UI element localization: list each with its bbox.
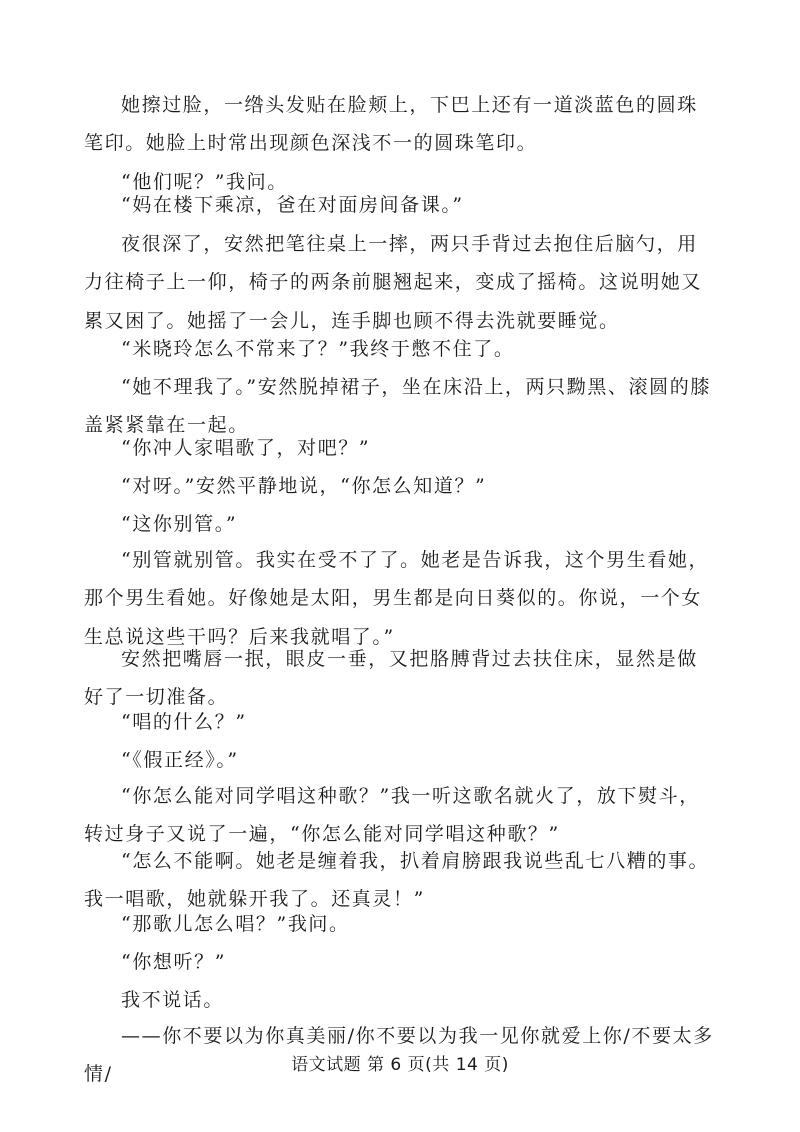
paragraph-19: ——你不要以为你真美丽/你不要以为我一见你就爱上你/不要太多情/ bbox=[84, 1025, 714, 1086]
paragraph-12: “唱的什么？” bbox=[121, 711, 247, 733]
paragraph-9: “这你别管。” bbox=[121, 513, 238, 535]
paragraph-11: 安然把嘴唇一抿，眼皮一垂，又把胳膊背过去扶住床，显然是做好了一切准备。 bbox=[84, 648, 698, 709]
paragraph-4: 夜很深了，安然把笔往桌上一摔，两只手背过去抱住后脑勺，用力往椅子上一仰，椅子的两条前腿翘起来，变成了摇椅。这说明她又累又困了。她摇了一会儿，连手脚也顾不得去洗就要睡觉。 bbox=[84, 233, 703, 332]
paragraph-10: “别管就别管。我实在受不了了。她老是告诉我，这个男生看她，那个男生看她。好像她是太阳，男生都是向日葵似的。你说，一个女生总说这些干吗？后来我就唱了。” bbox=[84, 549, 710, 648]
paragraph-15: “怎么不能啊。她老是缠着我，扒着肩膀跟我说些乱七八糟的事。我一唱歌，她就躲开我了。还真灵！” bbox=[84, 850, 710, 911]
paragraph-16: “那歌儿怎么唱？”我问。 bbox=[121, 913, 350, 935]
paragraph-17: “你想听？” bbox=[121, 951, 227, 973]
paragraph-6: “她不理我了。”安然脱掉裙子，坐在床沿上，两只黝黑、滚圆的膝盖紧紧靠在一起。 bbox=[84, 376, 711, 437]
paragraph-5: “米晓玲怎么不常来了？”我终于憋不住了。 bbox=[121, 338, 515, 360]
paragraph-7: “你冲人家唱歌了，对吧？” bbox=[121, 437, 371, 459]
page-footer: 语文试题 第 6 页(共 14 页) bbox=[291, 1055, 509, 1075]
paragraph-13: “《假正经》。” bbox=[121, 749, 239, 771]
paragraph-18: 我不说话。 bbox=[121, 989, 225, 1011]
paragraph-8: “对呀。”安然平静地说，“你怎么知道？” bbox=[121, 475, 487, 497]
paragraph-2: “他们呢？”我问。 bbox=[121, 171, 288, 193]
paragraph-14: “你怎么能对同学唱这种歌？”我一听这歌名就火了，放下熨斗，转过身子又说了一遍，“你怎么能对同学唱这种歌？” bbox=[84, 785, 700, 846]
paragraph-1: 她擦过脸，一绺头发贴在脸颊上，下巴上还有一道淡蓝色的圆珠笔印。她脸上时常出现颜色深浅不一的圆珠笔印。 bbox=[84, 94, 698, 155]
paragraph-3: “妈在楼下乘凉，爸在对面房间备课。” bbox=[121, 194, 464, 216]
